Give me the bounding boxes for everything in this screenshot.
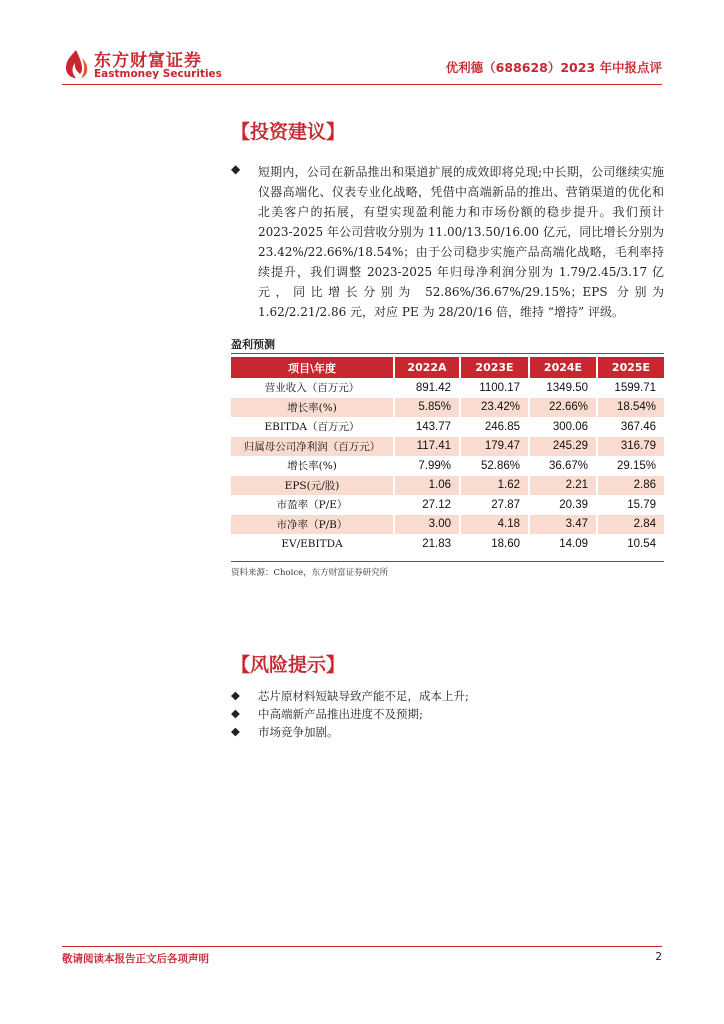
header-cell-item: 项目\年度 bbox=[231, 357, 393, 378]
table-cell: 3.00 bbox=[393, 515, 459, 535]
row-label: EV/EBITDA bbox=[281, 537, 343, 550]
risk-list bbox=[231, 688, 664, 742]
table-cell: 1.62 bbox=[459, 476, 528, 496]
table-cell: 52.86% bbox=[459, 456, 528, 476]
diamond-bullet-icon: ◆ bbox=[231, 162, 241, 176]
table-cell: 15.79 bbox=[596, 495, 664, 515]
table-cell: 2.21 bbox=[528, 476, 596, 496]
table-bottom-rule bbox=[231, 561, 664, 562]
list-item bbox=[231, 706, 664, 724]
table-cell: 27.12 bbox=[393, 495, 459, 515]
table-row bbox=[231, 456, 664, 476]
table-source-note: 资料来源：Choice，东方财富证券研究所 bbox=[231, 568, 389, 578]
table-cell: 300.06 bbox=[528, 417, 596, 437]
list-item bbox=[231, 724, 664, 742]
table-header-row bbox=[231, 357, 664, 378]
table-cell: 29.15% bbox=[596, 456, 664, 476]
company-logo bbox=[62, 44, 222, 86]
table-cell: 7.99% bbox=[393, 456, 459, 476]
table-cell: 179.47 bbox=[459, 437, 528, 457]
table-cell: 367.46 bbox=[596, 417, 664, 437]
report-title: 优利德（688628）2023 年中报点评 bbox=[445, 60, 662, 75]
investment-section-title: 【投资建议】 bbox=[231, 121, 346, 143]
table-cell: 4.18 bbox=[459, 515, 528, 535]
row-label: EBITDA（百万元） bbox=[264, 421, 360, 434]
table-cell: 2.86 bbox=[596, 476, 664, 496]
logo-flame-icon bbox=[62, 48, 90, 80]
table-row bbox=[231, 495, 664, 515]
risk-item-text: 中高端新产品推出进度不及预期; bbox=[258, 707, 423, 721]
table-cell: 1349.50 bbox=[528, 378, 596, 398]
table-cell: 18.54% bbox=[596, 398, 664, 418]
earnings-forecast-table bbox=[231, 357, 664, 554]
footer-disclaimer: 敬请阅读本报告正文后各项声明 bbox=[62, 953, 209, 965]
footer-divider bbox=[62, 946, 662, 947]
row-label: 增长率(%) bbox=[287, 460, 337, 473]
header-cell-2024e: 2024E bbox=[528, 357, 596, 378]
table-cell: 5.85% bbox=[393, 398, 459, 418]
table-row bbox=[231, 476, 664, 496]
table-cell: 1.06 bbox=[393, 476, 459, 496]
logo-chinese-name: 东方财富证券 bbox=[94, 51, 202, 71]
table-row bbox=[231, 398, 664, 418]
table-cell: 891.42 bbox=[393, 378, 459, 398]
table-cell: 1599.71 bbox=[596, 378, 664, 398]
table-row bbox=[231, 417, 664, 437]
table-cell: 21.83 bbox=[393, 534, 459, 554]
table-cell: 36.67% bbox=[528, 456, 596, 476]
row-label: 归属母公司净利润（百万元） bbox=[231, 437, 393, 457]
row-label: 市净率（P/B） bbox=[231, 515, 393, 535]
diamond-bullet-icon: ◆ bbox=[231, 706, 240, 720]
diamond-bullet-icon: ◆ bbox=[231, 724, 240, 738]
header-cell-2023e: 2023E bbox=[459, 357, 528, 378]
table-row bbox=[231, 515, 664, 535]
list-item bbox=[231, 688, 664, 706]
row-label: 营业收入（百万元） bbox=[264, 382, 360, 395]
table-cell: 117.41 bbox=[393, 437, 459, 457]
header-cell-2022a: 2022A bbox=[393, 357, 459, 378]
table-cell: 3.47 bbox=[528, 515, 596, 535]
table-cell: 20.39 bbox=[528, 495, 596, 515]
row-label: EPS(元/股) bbox=[231, 476, 393, 496]
table-cell: 1100.17 bbox=[459, 378, 528, 398]
row-label: 市盈率（P/E） bbox=[276, 499, 348, 512]
logo-english-name: Eastmoney Securities bbox=[94, 68, 222, 80]
row-label: 增长率(%) bbox=[231, 398, 393, 418]
investment-paragraph: 短期内，公司在新品推出和渠道扩展的成效即将兑现;中长期，公司继续实施仪器高端化、仪表专业化战略，凭借中高端新品的推出、营销渠道的优化和北美客户的拓展，有望实现盈利能力和市场份额的稳步提升。我们预计 2023-2025 年公司营收分别为 11.00/13.50/16.00 亿元，同比增长分别为 23.42%/22.66%/18.54%；由于公司稳步实施产品高端化战略，毛利率持续提升，我们调整 2023-2025 年归母净利润分别为 1.79/2.45/3.17 亿元，同比增长分别为 52.86%/36.67%/29.15%；EPS 分别为 1.62/2.21/2.86 元，对应 PE 为 28/20/16 倍，维持 “增持” 评级。 bbox=[258, 165, 664, 319]
table-cell: 2.84 bbox=[596, 515, 664, 535]
table-cell: 22.66% bbox=[528, 398, 596, 418]
table-cell: 23.42% bbox=[459, 398, 528, 418]
table-caption: 盈利预测 bbox=[231, 338, 275, 351]
header-divider bbox=[62, 84, 662, 85]
risk-section-title: 【风险提示】 bbox=[231, 654, 346, 676]
risk-item-text: 市场竞争加剧。 bbox=[258, 725, 339, 739]
table-cell: 245.29 bbox=[528, 437, 596, 457]
diamond-bullet-icon: ◆ bbox=[231, 688, 240, 702]
page-number: 2 bbox=[655, 951, 662, 963]
table-row bbox=[231, 437, 664, 457]
table-cell: 14.09 bbox=[528, 534, 596, 554]
header-cell-2025e: 2025E bbox=[596, 357, 664, 378]
caption-divider bbox=[231, 353, 664, 354]
risk-item-text: 芯片原材料短缺导致产能不足，成本上升; bbox=[258, 689, 469, 703]
investment-bullet bbox=[231, 162, 664, 322]
table-row bbox=[231, 534, 664, 554]
table-cell: 143.77 bbox=[393, 417, 459, 437]
table-cell: 316.79 bbox=[596, 437, 664, 457]
table-cell: 10.54 bbox=[596, 534, 664, 554]
table-cell: 27.87 bbox=[459, 495, 528, 515]
table-cell: 246.85 bbox=[459, 417, 528, 437]
table-cell: 18.60 bbox=[459, 534, 528, 554]
table-row bbox=[231, 378, 664, 398]
